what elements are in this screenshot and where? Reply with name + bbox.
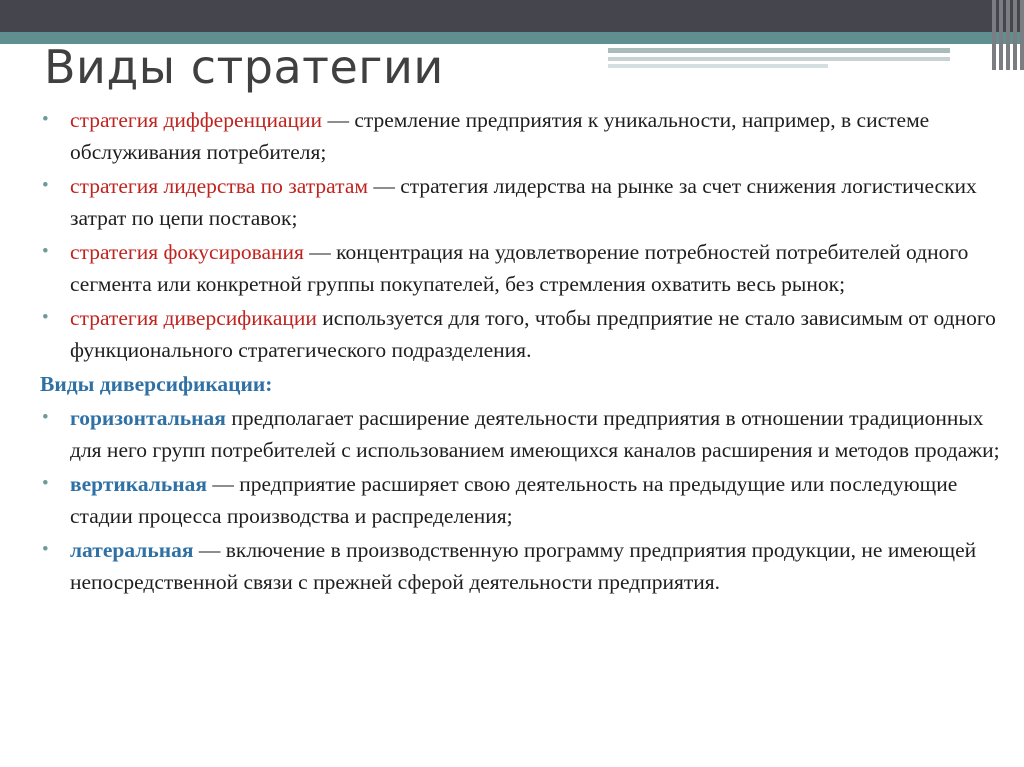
- slide-title: Виды стратегии: [44, 40, 444, 94]
- list-item-cost-leadership: [40, 170, 1000, 234]
- definition: предполагает расширение деятельности предприятия в отношении традиционных для него групп потребителей с использованием имеющихся каналов расширения и методов продажи;: [70, 406, 1000, 462]
- bullet-icon: •: [42, 473, 49, 494]
- bullet-icon: •: [42, 241, 49, 262]
- term: стратегия дифференциации: [70, 108, 323, 132]
- bullet-icon: •: [42, 307, 49, 328]
- slide-content: [40, 104, 1000, 600]
- term: стратегия лидерства по затратам: [70, 174, 368, 198]
- list-item-focus: [40, 236, 1000, 300]
- decor-line-3: [608, 64, 828, 68]
- term: вертикальная: [70, 472, 207, 496]
- term: горизонтальная: [70, 406, 226, 430]
- list-item-differentiation: [40, 104, 1000, 168]
- list-item-diversification: [40, 302, 1000, 366]
- definition: — стратегия лидерства на рынке за счет снижения логистических затрат по цепи поставок;: [70, 174, 977, 230]
- definition: — предприятие расширяет свою деятельность на предыдущие или последующие стадии процесса производства и распределения;: [70, 472, 958, 528]
- list-item-lateral: [40, 534, 1000, 598]
- definition: — стремление предприятия к уникальности, например, в системе обслуживания потребителя;: [70, 108, 930, 164]
- corner-stripes: [992, 0, 1024, 70]
- decor-line-1: [608, 48, 950, 53]
- list-item-vertical: [40, 468, 1000, 532]
- term: латеральная: [70, 538, 194, 562]
- definition: используется для того, чтобы предприятие не стало зависимым от одного функционального стратегического подразделения.: [70, 306, 996, 362]
- bullet-icon: •: [42, 109, 49, 130]
- top-dark-bar: [0, 0, 1024, 32]
- definition: — концентрация на удовлетворение потребностей потребителей одного сегмента или конкретной группы покупателей, без стремления охватить весь рынок;: [70, 240, 969, 296]
- diversification-heading: Виды диверсификации:: [40, 372, 273, 396]
- term: стратегия диверсификации: [70, 306, 317, 330]
- bullet-icon: •: [42, 407, 49, 428]
- list-item-horizontal: [40, 402, 1000, 466]
- bullet-icon: •: [42, 539, 49, 560]
- decor-line-2: [608, 57, 950, 61]
- bullet-icon: •: [42, 175, 49, 196]
- definition: — включение в производственную программу предприятия продукции, не имеющей непосредственной связи с прежней сферой деятельности предприятия.: [70, 538, 977, 594]
- term: стратегия фокусирования: [70, 240, 304, 264]
